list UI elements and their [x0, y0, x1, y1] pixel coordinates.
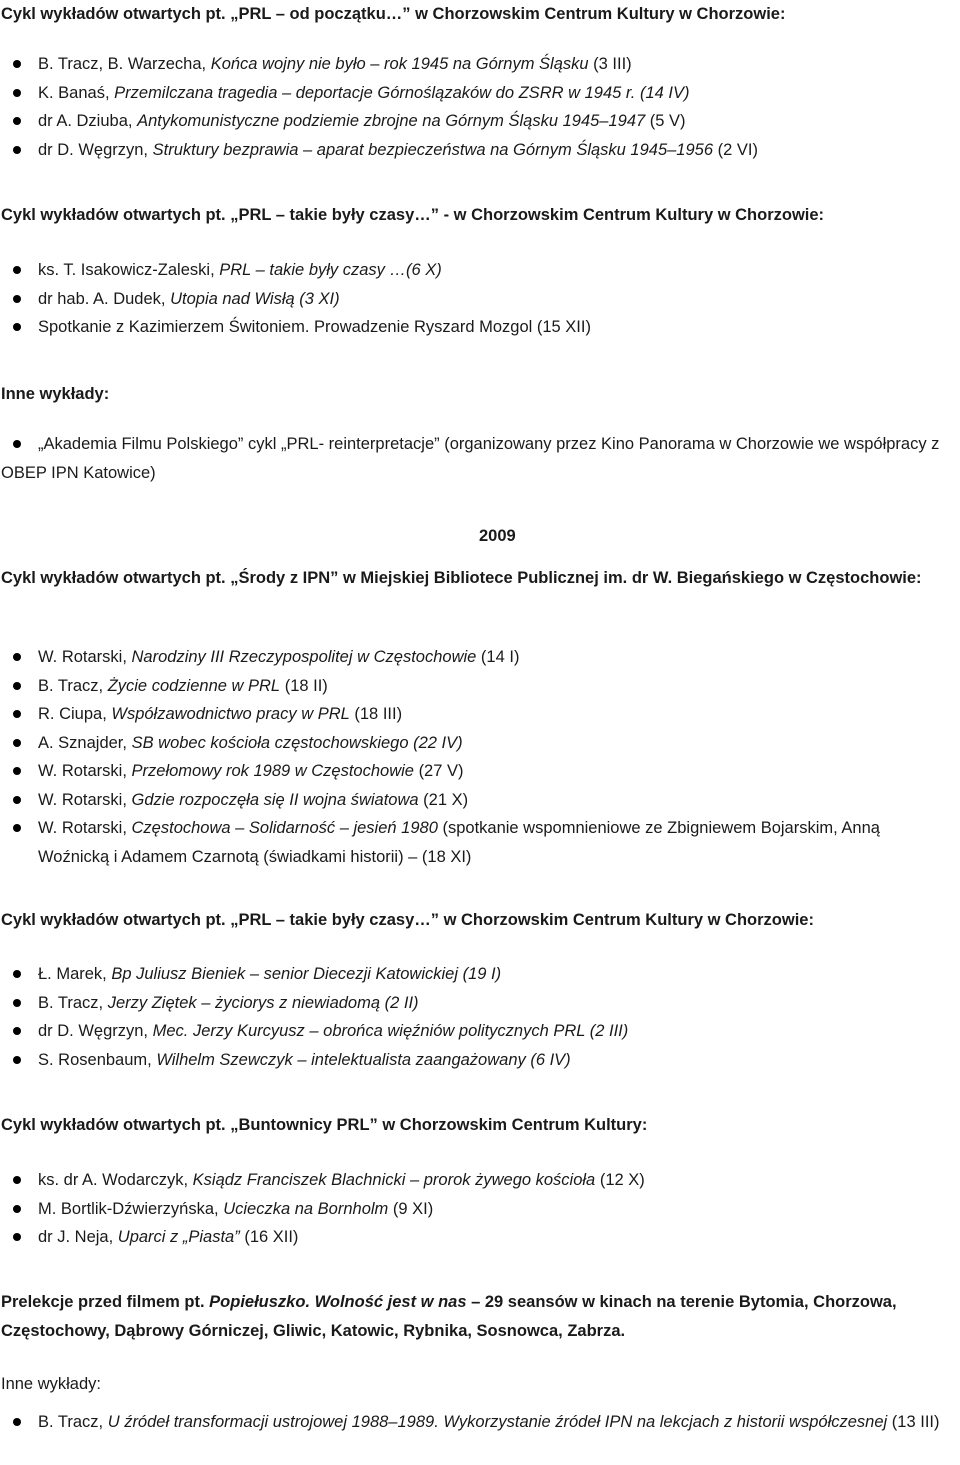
- list-item: B. Tracz, U źródeł transformacji ustrojowej 1988–1989. Wykorzystanie źródeł IPN na lekcjach z historii współczesnej (13 III): [1, 1408, 951, 1437]
- bullet-icon: [13, 1176, 21, 1184]
- section-heading: Cykl wykładów otwartych pt. „Buntownicy PRL” w Chorzowskim Centrum Kultury:: [1, 1116, 648, 1134]
- list-item: K. Banaś, Przemilczana tragedia – deportacje Górnoślązaków do ZSRR w 1945 r. (14 IV): [1, 79, 951, 108]
- film-lectures-paragraph: Prelekcje przed filmem pt. Popiełuszko. Wolność jest w nas – 29 seansów w kinach na terenie Bytomia, Chorzowa, Częstochowy, Dąbrowy Górniczej, Gliwic, Katowic, Rybnika, Sosnowca, Zabrza.: [1, 1293, 897, 1340]
- list-item: B. Tracz, Jerzy Ziętek – życiorys z niewiadomą (2 II): [1, 989, 951, 1018]
- list-item: dr D. Węgrzyn, Struktury bezprawia – aparat bezpieczeństwa na Górnym Śląsku 1945–1956 (2 VI): [1, 136, 951, 165]
- section-heading: Inne wykłady:: [1, 1375, 101, 1393]
- list-item: M. Bortlik-Dźwierzyńska, Ucieczka na Bornholm (9 XI): [1, 1195, 951, 1224]
- lecture-list: [1, 643, 951, 871]
- list-item: B. Tracz, B. Warzecha, Końca wojny nie było – rok 1945 na Górnym Śląsku (3 III): [1, 50, 951, 79]
- bullet-icon: [13, 323, 21, 331]
- bullet-icon: [13, 653, 21, 661]
- bullet-icon: [13, 1027, 21, 1035]
- list-item: ks. T. Isakowicz-Zaleski, PRL – takie były czasy …(6 X): [1, 256, 951, 285]
- lecture-list: [1, 1166, 951, 1252]
- bullet-icon: [13, 739, 21, 747]
- bullet-icon: [13, 824, 21, 832]
- bullet-icon: [13, 295, 21, 303]
- list-item: dr D. Węgrzyn, Mec. Jerzy Kurcyusz – obrońca więźniów politycznych PRL (2 III): [1, 1017, 951, 1046]
- bullet-icon: [13, 767, 21, 775]
- section-heading: Inne wykłady:: [1, 385, 110, 403]
- bullet-icon: [13, 682, 21, 690]
- list-item: R. Ciupa, Współzawodnictwo pracy w PRL (18 III): [1, 700, 951, 729]
- bullet-icon: [13, 1056, 21, 1064]
- list-item: dr A. Dziuba, Antykomunistyczne podziemie zbrojne na Górnym Śląsku 1945–1947 (5 V): [1, 107, 951, 136]
- list-item: B. Tracz, Życie codzienne w PRL (18 II): [1, 672, 951, 701]
- bullet-icon: [13, 89, 21, 97]
- list-item: dr hab. A. Dudek, Utopia nad Wisłą (3 XI): [1, 285, 951, 314]
- section-heading: Cykl wykładów otwartych pt. „PRL – od początku…” w Chorzowskim Centrum Kultury w Chorzowie:: [1, 5, 786, 23]
- list-item: S. Rosenbaum, Wilhelm Szewczyk – intelektualista zaangażowany (6 IV): [1, 1046, 951, 1075]
- section-heading: Cykl wykładów otwartych pt. „PRL – takie były czasy…” w Chorzowskim Centrum Kultury w Chorzowie:: [1, 911, 814, 929]
- bullet-icon: [13, 796, 21, 804]
- bullet-icon: [13, 1233, 21, 1241]
- lecture-list: [1, 1408, 951, 1437]
- section-heading: Cykl wykładów otwartych pt. „PRL – takie były czasy…” - w Chorzowskim Centrum Kultury w Chorzowie:: [1, 206, 825, 224]
- lecture-list: [1, 960, 951, 1074]
- bullet-icon: [13, 999, 21, 1007]
- bullet-icon: [13, 117, 21, 125]
- list-item: W. Rotarski, Narodziny III Rzeczypospolitej w Częstochowie (14 I): [1, 643, 951, 672]
- lecture-list: [1, 50, 951, 164]
- list-item: ks. dr A. Wodarczyk, Ksiądz Franciszek Blachnicki – prorok żywego kościoła (12 X): [1, 1166, 951, 1195]
- lecture-list: [1, 256, 951, 342]
- bullet-icon: [13, 266, 21, 274]
- section-heading: Cykl wykładów otwartych pt. „Środy z IPN” w Miejskiej Bibliotece Publicznej im. dr W. Biegańskiego w Częstochowie:: [1, 569, 922, 587]
- bullet-icon: [13, 1418, 21, 1426]
- bullet-icon: [13, 970, 21, 978]
- list-item: W. Rotarski, Gdzie rozpoczęła się II wojna światowa (21 X): [1, 786, 951, 815]
- bullet-icon: [13, 1205, 21, 1213]
- bullet-icon: [13, 60, 21, 68]
- list-item: „Akademia Filmu Polskiego” cykl „PRL- reinterpretacje” (organizowany przez Kino Panorama w Chorzowie we współpracy z OBEP IPN Katowice): [1, 435, 940, 482]
- list-item: W. Rotarski, Częstochowa – Solidarność – jesień 1980 (spotkanie wspomnieniowe ze Zbigniewem Bojarskim, Anną Woźnicką i Adamem Czarnotą (świadkami historii) – (18 XI): [1, 814, 951, 871]
- list-item: W. Rotarski, Przełomowy rok 1989 w Częstochowie (27 V): [1, 757, 951, 786]
- list-item: Ł. Marek, Bp Juliusz Bieniek – senior Diecezji Katowickiej (19 I): [1, 960, 951, 989]
- list-item: A. Sznajder, SB wobec kościoła częstochowskiego (22 IV): [1, 729, 951, 758]
- bullet-icon: [13, 146, 21, 154]
- bullet-icon: [13, 710, 21, 718]
- list-item: dr J. Neja, Uparci z „Piasta” (16 XII): [1, 1223, 951, 1252]
- bullet-icon: [13, 440, 21, 448]
- lecture-list: [1, 430, 951, 487]
- list-item: Spotkanie z Kazimierzem Świtoniem. Prowadzenie Ryszard Mozgol (15 XII): [1, 313, 951, 342]
- year-heading: 2009: [479, 527, 516, 545]
